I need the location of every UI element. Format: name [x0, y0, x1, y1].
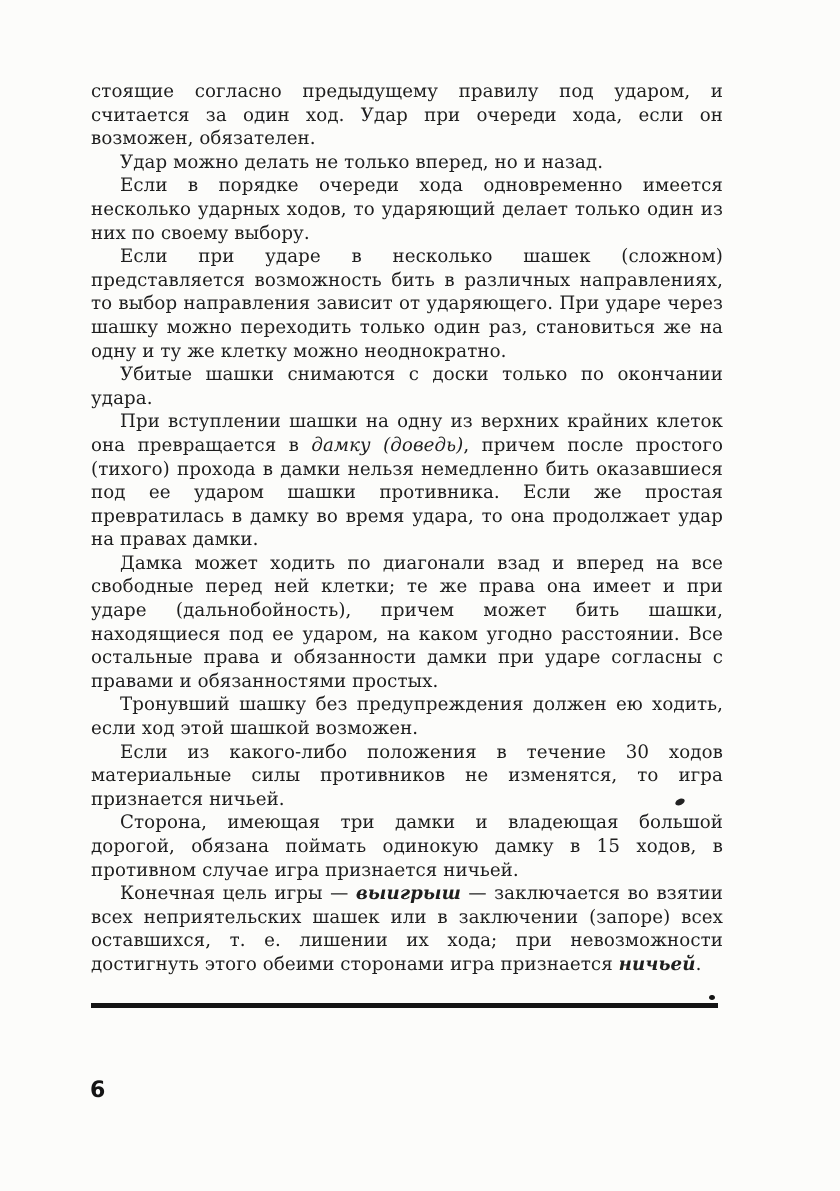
text-run: Конечная цель игры — [120, 883, 356, 905]
paragraph-game-goal [91, 882, 723, 976]
paragraph: Дамка может ходить по диагонали взад и вперед на все свободные перед ней клетки; те же права она имеет и при ударе (дальнобойность), причем может бить шашки, находящиеся под ее ударом, на каком угодно расстоянии. Все остальные права и обязанности дамки при ударе согласны с правами и обязанностями простых. [91, 552, 723, 692]
rule-ink-dot [709, 995, 715, 1000]
text-run: При вступлении шашки на одну из верхних крайних клеток она превращается в [91, 411, 723, 456]
paragraph-dama-definition [91, 410, 723, 552]
paragraph-continuation: стоящие согласно предыдущему правилу под ударом, и считается за один ход. Удар при очереди хода, если он возможен, обязателен. [91, 81, 723, 150]
paragraph: Сторона, имеющая три дамки и владеющая большой дорогой, обязана поймать одинокую дамку в 15 ходов, в противном случае игра признается ничьей. [91, 812, 723, 881]
paragraph: Если из какого-либо положения в течение 30 ходов материальные силы противников не изменятся, то игра признается ничьей. [91, 741, 723, 810]
body-text [91, 80, 723, 977]
page-number: 6 [90, 1078, 106, 1103]
text-run: , причем после простого (тихого) прохода в дамки нельзя немедленно бить оказавшиеся под ее ударом шашки противника. Если же простая превратилась в дамку во время удара, то она продолжает удар на правах дамки. [91, 434, 723, 551]
horizontal-rule [91, 1003, 718, 1008]
text-run: — заключается во взятии всех неприятельских шашек или в заключении (запоре) всех оставшихся, т. е. лишении их хода; при невозможности достигнуть этого обеими сторонами игра признается [91, 883, 723, 975]
paragraph: Если при ударе в несколько шашек (сложном) представляется возможность бить в различных направлениях, то выбор направления зависит от ударяющего. При ударе через шашку можно переходить только один раз, становиться же на одну и ту же клетку можно неоднократно. [91, 246, 723, 362]
paragraph: Удар можно делать не только вперед, но и назад. [120, 151, 604, 173]
paragraph: Убитые шашки снимаются с доски только по окончании удара. [91, 364, 723, 409]
text-run: . [695, 953, 702, 975]
italic-term-win: выигрыш [355, 883, 461, 905]
paragraph: Если в порядке очереди хода одновременно имеется несколько ударных ходов, то ударяющий делает только один из них по своему выбору. [91, 175, 723, 244]
italic-term-damka: дамку (доведь) [311, 434, 464, 456]
italic-term-draw: ничьей [618, 953, 696, 975]
paragraph: Тронувший шашку без предупреждения должен ею ходить, если ход этой шашкой возможен. [91, 694, 723, 740]
